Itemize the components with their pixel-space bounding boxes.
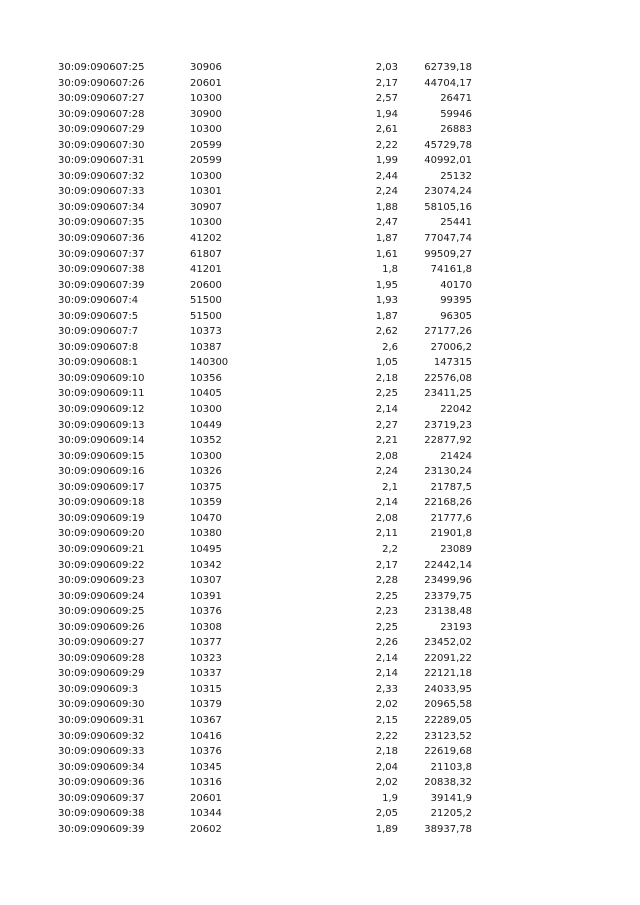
- cadastral-number-cell: 30:09:090609:38: [58, 808, 145, 820]
- area-cell: 10344: [190, 808, 222, 820]
- area-cell: 10326: [190, 466, 222, 478]
- area-cell: 10356: [190, 372, 222, 384]
- value-cell: 26883: [440, 124, 472, 136]
- rate-cell: 2,57: [375, 93, 398, 105]
- area-cell: 10470: [190, 512, 222, 524]
- value-cell: 23130,24: [424, 466, 472, 478]
- cadastral-number-cell: 30:09:090607:30: [58, 139, 145, 151]
- rate-cell: 2,21: [375, 435, 398, 447]
- cadastral-number-cell: 30:09:090609:34: [58, 761, 145, 773]
- area-cell: 10315: [190, 683, 222, 695]
- value-cell: 58105,16: [424, 201, 472, 213]
- value-cell: 25132: [440, 170, 472, 182]
- rate-cell: 1,88: [375, 201, 398, 213]
- value-cell: 22168,26: [424, 497, 472, 509]
- value-cell: 21901,8: [430, 528, 472, 540]
- area-cell: 10300: [190, 217, 222, 229]
- rate-cell: 2,14: [375, 668, 398, 680]
- cadastral-number-cell: 30:09:090607:35: [58, 217, 145, 229]
- table-row: [0, 247, 640, 263]
- value-cell: 21205,2: [430, 808, 472, 820]
- area-cell: 10375: [190, 481, 222, 493]
- cadastral-number-cell: 30:09:090609:22: [58, 559, 145, 571]
- table-row: [0, 760, 640, 776]
- value-cell: 23074,24: [424, 186, 472, 198]
- table-row: [0, 806, 640, 822]
- rate-cell: 2,44: [375, 170, 398, 182]
- rate-cell: 1,8: [382, 264, 398, 276]
- area-cell: 41201: [190, 264, 222, 276]
- rate-cell: 1,95: [375, 279, 398, 291]
- value-cell: 44704,17: [424, 77, 472, 89]
- table-row: [0, 138, 640, 154]
- rate-cell: 2,25: [375, 590, 398, 602]
- value-cell: 22289,05: [424, 714, 472, 726]
- table-row: [0, 107, 640, 123]
- area-cell: 20600: [190, 279, 222, 291]
- cadastral-number-cell: 30:09:090609:25: [58, 606, 145, 618]
- area-cell: 20599: [190, 139, 222, 151]
- table-row: [0, 713, 640, 729]
- value-cell: 24033,95: [424, 683, 472, 695]
- cadastral-number-cell: 30:09:090609:36: [58, 777, 145, 789]
- value-cell: 23411,25: [424, 388, 472, 400]
- value-cell: 23719,23: [424, 419, 472, 431]
- area-cell: 30907: [190, 201, 222, 213]
- cadastral-number-cell: 30:09:090609:24: [58, 590, 145, 602]
- area-cell: 140300: [190, 357, 229, 369]
- area-cell: 10300: [190, 404, 222, 416]
- value-cell: 74161,8: [430, 264, 472, 276]
- area-cell: 10359: [190, 497, 222, 509]
- value-cell: 22042: [440, 404, 472, 416]
- cadastral-number-cell: 30:09:090607:34: [58, 201, 145, 213]
- value-cell: 96305: [440, 310, 472, 322]
- cadastral-number-cell: 30:09:090607:25: [58, 62, 145, 73]
- value-cell: 20965,58: [424, 699, 472, 711]
- cadastral-number-cell: 30:09:090609:20: [58, 528, 145, 540]
- value-cell: 23123,52: [424, 730, 472, 742]
- rate-cell: 2,08: [375, 512, 398, 524]
- data-table: [0, 60, 640, 837]
- rate-cell: 1,05: [375, 357, 398, 369]
- area-cell: 10376: [190, 606, 222, 618]
- table-row: [0, 682, 640, 698]
- area-cell: 10300: [190, 124, 222, 136]
- cadastral-number-cell: 30:09:090609:17: [58, 481, 145, 493]
- rate-cell: 2,27: [375, 419, 398, 431]
- value-cell: 21424: [440, 450, 472, 462]
- rate-cell: 2,17: [375, 77, 398, 89]
- rate-cell: 2,14: [375, 404, 398, 416]
- cadastral-number-cell: 30:09:090609:26: [58, 621, 145, 633]
- rate-cell: 2,08: [375, 450, 398, 462]
- value-cell: 39141,9: [430, 792, 472, 804]
- area-cell: 20602: [190, 823, 222, 835]
- area-cell: 10373: [190, 326, 222, 338]
- rate-cell: 2,28: [375, 575, 398, 587]
- cadastral-number-cell: 30:09:090609:14: [58, 435, 145, 447]
- area-cell: 10323: [190, 652, 222, 664]
- table-row: [0, 589, 640, 605]
- cadastral-number-cell: 30:09:090609:16: [58, 466, 145, 478]
- table-row: [0, 153, 640, 169]
- cadastral-number-cell: 30:09:090607:31: [58, 155, 145, 167]
- value-cell: 27006,2: [430, 341, 472, 353]
- area-cell: 41202: [190, 233, 222, 245]
- cadastral-number-cell: 30:09:090609:33: [58, 746, 145, 758]
- value-cell: 27177,26: [424, 326, 472, 338]
- table-row: [0, 822, 640, 838]
- table-row: [0, 355, 640, 371]
- rate-cell: 2,23: [375, 606, 398, 618]
- area-cell: 51500: [190, 295, 222, 307]
- cadastral-number-cell: 30:09:090607:38: [58, 264, 145, 276]
- rate-cell: 2,25: [375, 388, 398, 400]
- area-cell: 10307: [190, 575, 222, 587]
- rate-cell: 1,87: [375, 310, 398, 322]
- rate-cell: 2,22: [375, 730, 398, 742]
- table-row: [0, 604, 640, 620]
- cadastral-number-cell: 30:09:090609:30: [58, 699, 145, 711]
- table-row: [0, 635, 640, 651]
- table-row: [0, 293, 640, 309]
- table-row: [0, 262, 640, 278]
- value-cell: 21777,6: [430, 512, 472, 524]
- rate-cell: 1,87: [375, 233, 398, 245]
- table-row: [0, 449, 640, 465]
- cadastral-number-cell: 30:09:090607:4: [58, 295, 139, 307]
- value-cell: 22576,08: [424, 372, 472, 384]
- cadastral-number-cell: 30:09:090609:32: [58, 730, 145, 742]
- cadastral-number-cell: 30:09:090609:23: [58, 575, 145, 587]
- area-cell: 10416: [190, 730, 222, 742]
- area-cell: 10387: [190, 341, 222, 353]
- cadastral-number-cell: 30:09:090607:28: [58, 108, 145, 120]
- table-row: [0, 60, 640, 76]
- value-cell: 62739,18: [424, 62, 472, 73]
- rate-cell: 1,89: [375, 823, 398, 835]
- table-row: [0, 791, 640, 807]
- table-row: [0, 278, 640, 294]
- area-cell: 20599: [190, 155, 222, 167]
- table-row: [0, 744, 640, 760]
- value-cell: 23499,96: [424, 575, 472, 587]
- area-cell: 10342: [190, 559, 222, 571]
- area-cell: 10301: [190, 186, 222, 198]
- table-row: [0, 775, 640, 791]
- rate-cell: 2,04: [375, 761, 398, 773]
- area-cell: 10300: [190, 450, 222, 462]
- value-cell: 26471: [440, 93, 472, 105]
- value-cell: 22877,92: [424, 435, 472, 447]
- value-cell: 23452,02: [424, 637, 472, 649]
- rate-cell: 2,62: [375, 326, 398, 338]
- rate-cell: 2,15: [375, 714, 398, 726]
- rate-cell: 2,17: [375, 559, 398, 571]
- value-cell: 23089: [440, 543, 472, 555]
- rate-cell: 1,99: [375, 155, 398, 167]
- rate-cell: 2,33: [375, 683, 398, 695]
- cadastral-number-cell: 30:09:090609:3: [58, 683, 139, 695]
- rate-cell: 2,2: [382, 543, 398, 555]
- rate-cell: 2,61: [375, 124, 398, 136]
- area-cell: 10316: [190, 777, 222, 789]
- area-cell: 10308: [190, 621, 222, 633]
- table-row: [0, 542, 640, 558]
- value-cell: 23138,48: [424, 606, 472, 618]
- rate-cell: 2,14: [375, 652, 398, 664]
- rate-cell: 2,03: [375, 62, 398, 73]
- table-row: [0, 231, 640, 247]
- cadastral-number-cell: 30:09:090607:27: [58, 93, 145, 105]
- value-cell: 21103,8: [430, 761, 472, 773]
- rate-cell: 2,6: [382, 341, 398, 353]
- table-row: [0, 620, 640, 636]
- table-row: [0, 573, 640, 589]
- cadastral-number-cell: 30:09:090607:29: [58, 124, 145, 136]
- cadastral-number-cell: 30:09:090607:37: [58, 248, 145, 260]
- table-row: [0, 91, 640, 107]
- cadastral-number-cell: 30:09:090607:32: [58, 170, 145, 182]
- table-row: [0, 122, 640, 138]
- area-cell: 10391: [190, 590, 222, 602]
- rate-cell: 2,47: [375, 217, 398, 229]
- value-cell: 38937,78: [424, 823, 472, 835]
- cadastral-number-cell: 30:09:090607:7: [58, 326, 139, 338]
- value-cell: 20838,32: [424, 777, 472, 789]
- table-row: [0, 495, 640, 511]
- area-cell: 10380: [190, 528, 222, 540]
- rate-cell: 2,25: [375, 621, 398, 633]
- rate-cell: 2,24: [375, 186, 398, 198]
- rate-cell: 2,02: [375, 777, 398, 789]
- value-cell: 147315: [433, 357, 472, 369]
- table-row: [0, 324, 640, 340]
- cadastral-number-cell: 30:09:090609:11: [58, 388, 145, 400]
- table-row: [0, 511, 640, 527]
- cadastral-number-cell: 30:09:090609:28: [58, 652, 145, 664]
- rate-cell: 2,26: [375, 637, 398, 649]
- value-cell: 23379,75: [424, 590, 472, 602]
- table-row: [0, 402, 640, 418]
- area-cell: 61807: [190, 248, 222, 260]
- area-cell: 10337: [190, 668, 222, 680]
- cadastral-number-cell: 30:09:090607:39: [58, 279, 145, 291]
- area-cell: 10405: [190, 388, 222, 400]
- table-row: [0, 666, 640, 682]
- rate-cell: 2,05: [375, 808, 398, 820]
- cadastral-number-cell: 30:09:090609:18: [58, 497, 145, 509]
- value-cell: 22121,18: [424, 668, 472, 680]
- area-cell: 30900: [190, 108, 222, 120]
- table-row: [0, 309, 640, 325]
- area-cell: 10352: [190, 435, 222, 447]
- value-cell: 22442,14: [424, 559, 472, 571]
- cadastral-number-cell: 30:09:090609:15: [58, 450, 145, 462]
- table-row: [0, 215, 640, 231]
- area-cell: 20601: [190, 77, 222, 89]
- area-cell: 10449: [190, 419, 222, 431]
- cadastral-number-cell: 30:09:090607:26: [58, 77, 145, 89]
- cadastral-number-cell: 30:09:090609:37: [58, 792, 145, 804]
- table-row: [0, 76, 640, 92]
- table-row: [0, 480, 640, 496]
- value-cell: 22619,68: [424, 746, 472, 758]
- rate-cell: 2,11: [375, 528, 398, 540]
- area-cell: 10367: [190, 714, 222, 726]
- cadastral-number-cell: 30:09:090609:39: [58, 823, 145, 835]
- area-cell: 10377: [190, 637, 222, 649]
- table-row: [0, 371, 640, 387]
- rate-cell: 2,14: [375, 497, 398, 509]
- table-row: [0, 184, 640, 200]
- cadastral-number-cell: 30:09:090608:1: [58, 357, 139, 369]
- area-cell: 10376: [190, 746, 222, 758]
- table-row: [0, 386, 640, 402]
- value-cell: 40170: [440, 279, 472, 291]
- cadastral-number-cell: 30:09:090607:5: [58, 310, 139, 322]
- cadastral-number-cell: 30:09:090609:13: [58, 419, 145, 431]
- rate-cell: 2,1: [382, 481, 398, 493]
- table-row: [0, 340, 640, 356]
- area-cell: 10495: [190, 543, 222, 555]
- cadastral-number-cell: 30:09:090609:12: [58, 404, 145, 416]
- cadastral-number-cell: 30:09:090609:31: [58, 714, 145, 726]
- area-cell: 10379: [190, 699, 222, 711]
- rate-cell: 2,24: [375, 466, 398, 478]
- value-cell: 99395: [440, 295, 472, 307]
- rate-cell: 2,02: [375, 699, 398, 711]
- rate-cell: 2,18: [375, 746, 398, 758]
- area-cell: 30906: [190, 62, 222, 73]
- cadastral-number-cell: 30:09:090609:29: [58, 668, 145, 680]
- cadastral-number-cell: 30:09:090607:33: [58, 186, 145, 198]
- cadastral-number-cell: 30:09:090607:36: [58, 233, 145, 245]
- rate-cell: 2,22: [375, 139, 398, 151]
- rate-cell: 1,61: [375, 248, 398, 260]
- value-cell: 23193: [440, 621, 472, 633]
- value-cell: 59946: [440, 108, 472, 120]
- cadastral-number-cell: 30:09:090609:27: [58, 637, 145, 649]
- cadastral-number-cell: 30:09:090609:21: [58, 543, 145, 555]
- rate-cell: 1,93: [375, 295, 398, 307]
- cadastral-number-cell: 30:09:090609:19: [58, 512, 145, 524]
- table-row: [0, 200, 640, 216]
- value-cell: 40992,01: [424, 155, 472, 167]
- cadastral-number-cell: 30:09:090607:8: [58, 341, 139, 353]
- value-cell: 21787,5: [430, 481, 472, 493]
- table-row: [0, 651, 640, 667]
- value-cell: 45729,78: [424, 139, 472, 151]
- value-cell: 22091,22: [424, 652, 472, 664]
- rate-cell: 2,18: [375, 372, 398, 384]
- cadastral-number-cell: 30:09:090609:10: [58, 372, 145, 384]
- table-row: [0, 464, 640, 480]
- rate-cell: 1,94: [375, 108, 398, 120]
- area-cell: 10345: [190, 761, 222, 773]
- table-row: [0, 418, 640, 434]
- value-cell: 77047,74: [424, 233, 472, 245]
- table-row: [0, 526, 640, 542]
- value-cell: 99509,27: [424, 248, 472, 260]
- area-cell: 10300: [190, 93, 222, 105]
- table-row: [0, 729, 640, 745]
- area-cell: 10300: [190, 170, 222, 182]
- table-row: [0, 697, 640, 713]
- table-row: [0, 558, 640, 574]
- table-row: [0, 169, 640, 185]
- value-cell: 25441: [440, 217, 472, 229]
- table-row: [0, 433, 640, 449]
- rate-cell: 1,9: [382, 792, 398, 804]
- area-cell: 51500: [190, 310, 222, 322]
- area-cell: 20601: [190, 792, 222, 804]
